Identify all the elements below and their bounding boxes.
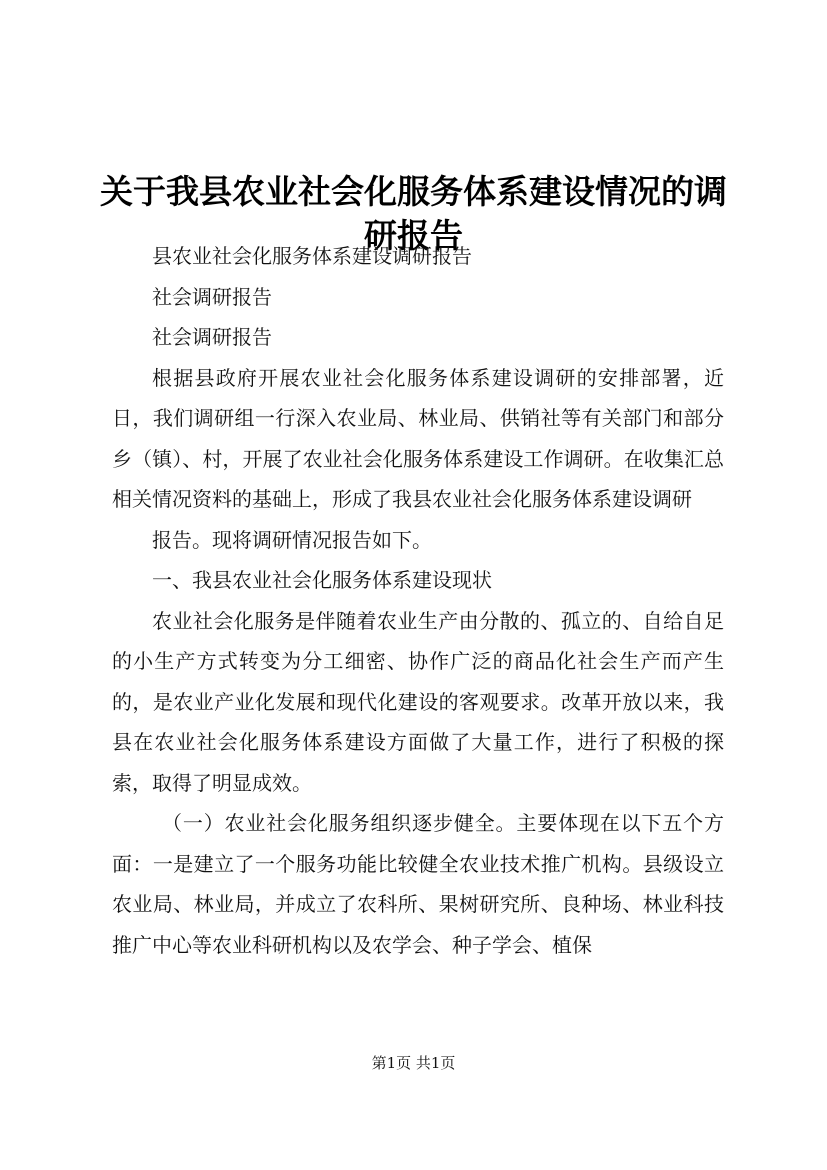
paragraph: 报告。现将调研情况报告如下。	[152, 527, 432, 552]
paragraph: （一）农业社会化服务组织逐步健全。主要体现在以下五个方面：一是建立了一个服务功能比较健全农业技术推广机构。县级设立农业局、林业局，并成立了农科所、果树研究所、良种场、林业科技推广中心等农业科研机构以及农学会、种子学会、植保	[112, 811, 724, 957]
paragraph: 县农业社会化服务体系建设调研报告	[152, 244, 472, 268]
paragraph: 社会调研报告	[152, 325, 272, 349]
page-number: 第1页 共1页	[371, 1054, 456, 1072]
document-title: 关于我县农业社会化服务体系建设情况的调研报告	[100, 172, 727, 256]
paragraph: 根据县政府开展农业社会化服务体系建设调研的安排部署，近日，我们调研组一行深入农业局、林业局、供销社等有关部门和部分乡（镇）、村，开展了农业社会化服务体系建设工作调研。在收集汇总相关情况资料的基础上，形成了我县农业社会化服务体系建设调研	[112, 365, 724, 511]
document-body	[112, 236, 724, 965]
paragraph: 社会调研报告	[152, 284, 272, 309]
page-footer	[0, 1053, 827, 1073]
paragraph: 农业社会化服务是伴随着农业生产由分散的、孤立的、自给自足的小生产方式转变为分工细密、协作广泛的商品化社会生产而产生的，是农业产业化发展和现代化建设的客观要求。改革开放以来，我县在农业社会化服务体系建设方面做了大量工作，进行了积极的探索，取得了明显成效。	[112, 608, 724, 795]
section-heading: 一、我县农业社会化服务体系建设现状	[152, 568, 492, 592]
